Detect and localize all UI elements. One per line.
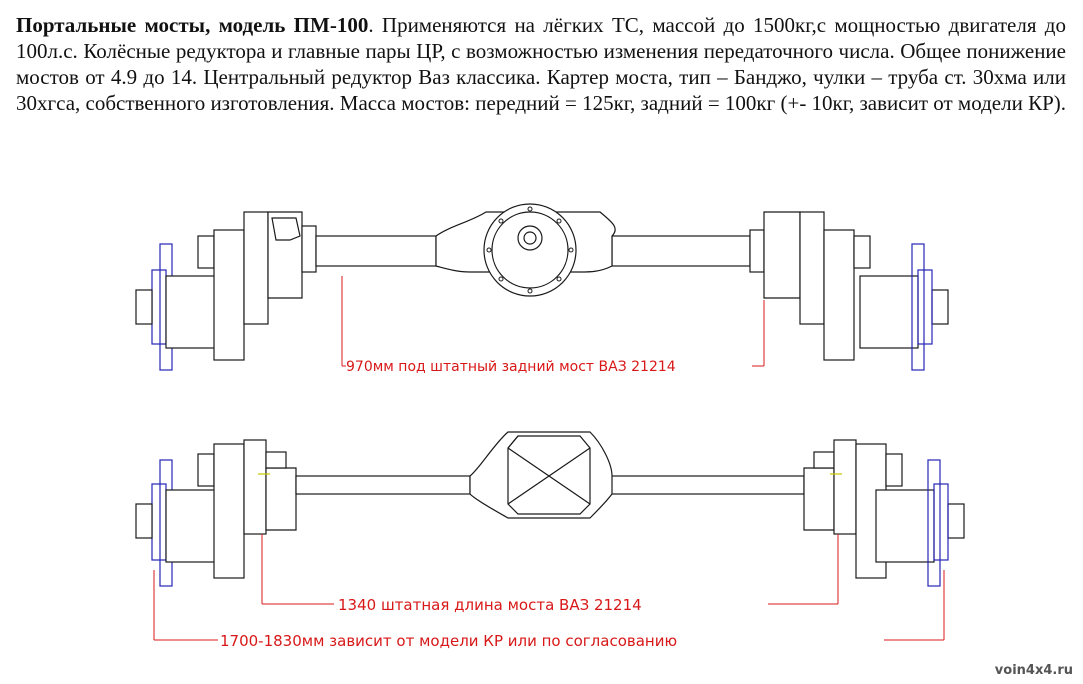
top-right-stub [932, 290, 948, 324]
bottom-right-upper-flange [886, 454, 902, 486]
bottom-right-knuckle-top [814, 452, 834, 468]
bottom-left-tube [296, 476, 470, 494]
description-body: . Применяются на лёгких ТС, массой до 1500кг,с мощностью двигателя до 100л.с. Колёсные редуктора и главные пары ЦР, с возможностью изменения передаточного числа. Общее понижение мостов от 4.9 до 14. Центральный редуктор Ваз классика. Картер моста, тип – Банджо, чулки – труба ст. 30хма или 30хгса, собственного изготовления. Масса мостов: передний = 125кг, задний = 100кг (+- 10кг, зависит от модели КР). [16, 13, 1066, 115]
bottom-right-bracket [804, 468, 834, 530]
bottom-left-bracket [266, 468, 296, 530]
top-right-reducer [824, 230, 854, 360]
bottom-left-knuckle-top [266, 452, 286, 468]
bottom-right-hub-body [876, 490, 934, 562]
top-right-hub-body [860, 276, 918, 348]
top-left-flange [302, 226, 316, 272]
bottom-center-cover [508, 436, 590, 514]
top-left-reducer [214, 230, 244, 360]
top-right-tube [612, 236, 750, 266]
bottom-right-reducer-cover [834, 440, 856, 534]
top-right-reducer-cover [800, 212, 824, 324]
top-left-reducer-cover [244, 212, 268, 324]
bottom-left-reducer [214, 444, 244, 578]
bottom-right-stub [948, 504, 964, 538]
top-axle [136, 204, 948, 370]
top-left-upper-flange [198, 236, 214, 268]
bottom-dimension-label: 1700-1830мм зависит от модели КР или по согласованию [220, 632, 678, 650]
bottom-right-tube [608, 476, 804, 494]
top-right-flange [750, 230, 764, 272]
middle-dimension-label: 1340 штатная длина моста ВАЗ 21214 [338, 596, 642, 614]
bottom-axle [136, 432, 964, 586]
bottom-left-stub [136, 504, 152, 538]
bottom-left-reducer-cover [244, 440, 266, 534]
top-left-stub [136, 290, 152, 324]
middle-dimension [262, 534, 838, 604]
bottom-left-upper-flange [198, 454, 214, 486]
top-left-tube [316, 236, 436, 266]
model-heading: Портальные мосты, модель ПМ-100 [16, 13, 369, 37]
top-right-upper-flange [854, 236, 870, 268]
top-pinion [518, 226, 542, 250]
top-dimension-label: 970мм под штатный задний мост ВАЗ 21214 [346, 359, 676, 375]
watermark: voin4x4.ru [994, 663, 1073, 678]
top-right-knuckle [764, 212, 800, 298]
